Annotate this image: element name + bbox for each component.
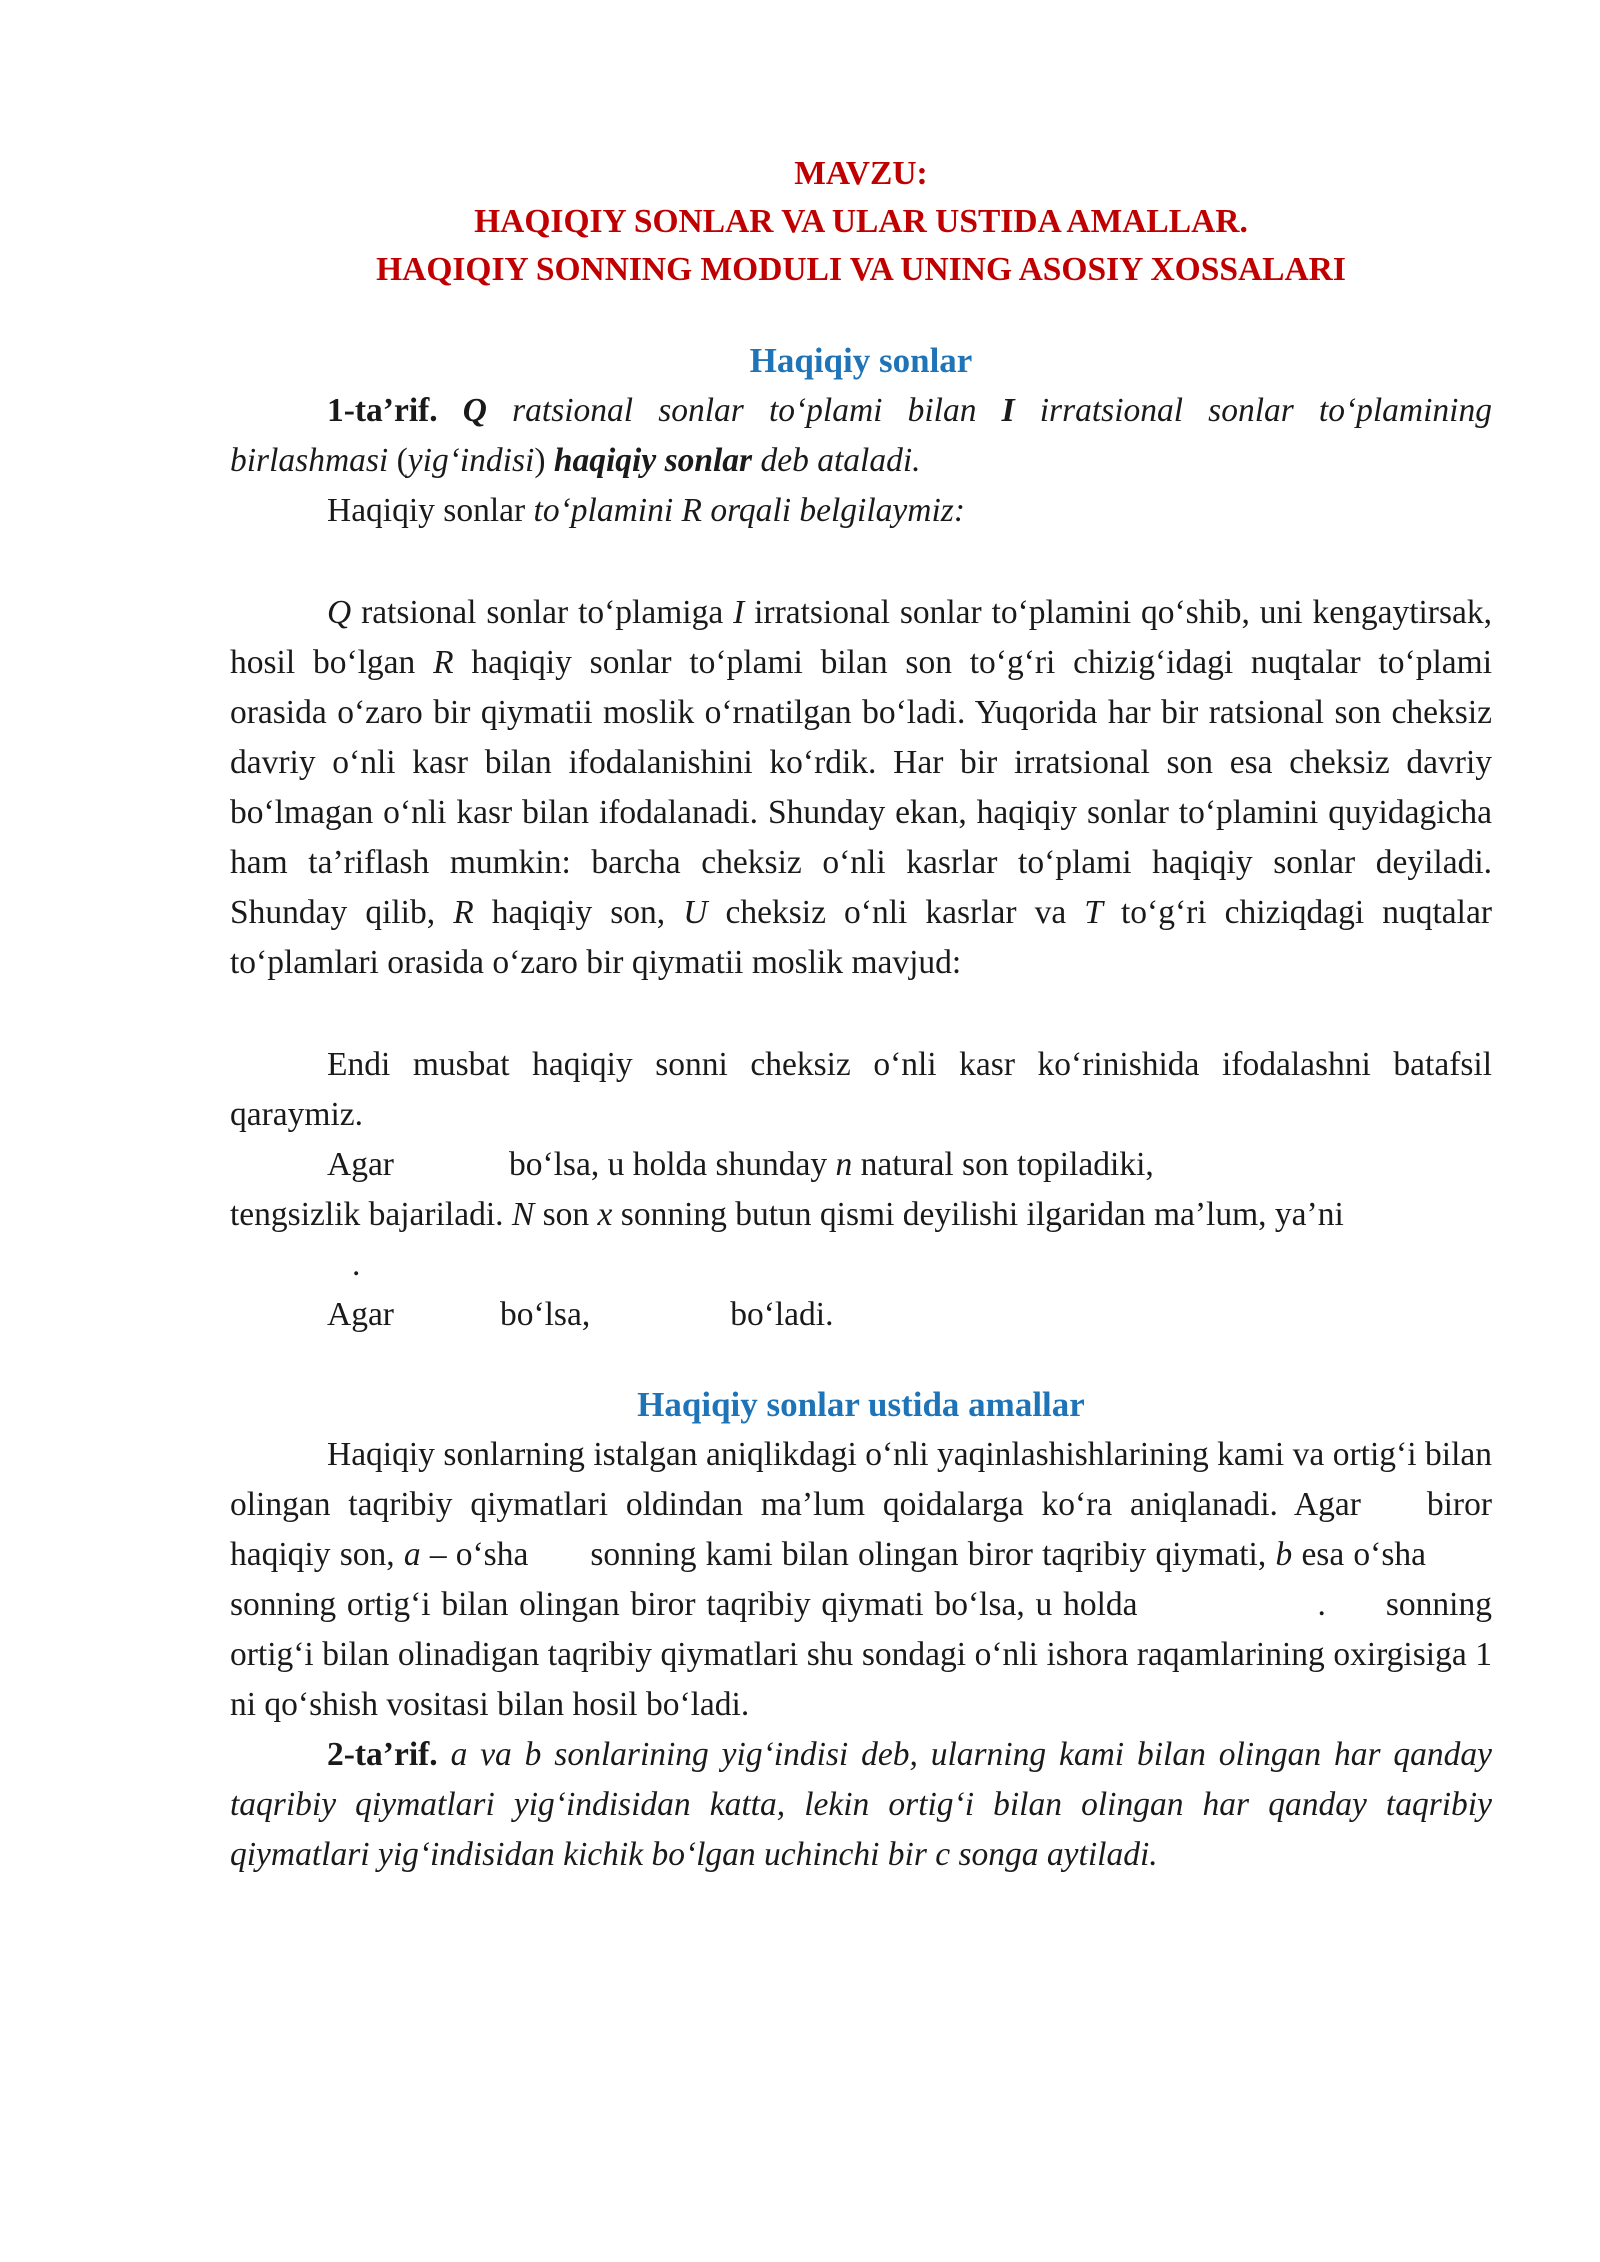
section-heading-haqiqiy-sonlar: Haqiqiy sonlar [749, 341, 973, 380]
section-heading-amallar: Haqiqiy sonlar ustida amallar [637, 1385, 1085, 1424]
defined-term: haqiqiy sonlar [553, 442, 753, 479]
definition-1-label: 1-ta’rif. [327, 392, 438, 429]
definition-1: 1-ta’rif. Q ratsional sonlar to‘plami bilan I irratsional sonlar to‘plamining birlashmasi (yig‘indisi) haqiqiy sonlar deb ataladi. [230, 392, 1492, 479]
document-title [230, 150, 1492, 294]
document-page [230, 150, 1492, 1880]
definition-2-label: 2-ta’rif. [327, 1736, 438, 1773]
paragraph-positive-real: Endi musbat haqiqiy sonni cheksiz o‘nli kasr ko‘rinishida ifodalashni batafsil qaraymiz. [230, 1046, 1492, 1133]
paragraph-agar-1: Agar bo‘lsa, u holda shunday n natural son topiladiki, [327, 1146, 1154, 1183]
title-line-1: MAVZU: [794, 155, 928, 192]
title-line-3: HAQIQIY SONNING MODULI VA UNING ASOSIY XOSSALARI [376, 251, 1346, 288]
title-line-2: HAQIQIY SONLAR VA ULAR USTIDA AMALLAR. [474, 203, 1248, 240]
formula-dot-line: . [352, 1246, 361, 1283]
paragraph-extension: Q ratsional sonlar to‘plamiga I irratsional sonlar to‘plamini qo‘shib, uni kengaytirsak, hosil bo‘lgan R haqiqiy sonlar to‘plami bilan son to‘g‘ri chizig‘idagi nuqtalar to‘plami orasida o‘zaro bir qiymatii moslik o‘rnatilgan bo‘ladi. Yuqorida har bir ratsional son cheksiz davriy o‘nli kasr bilan ifodalanishini ko‘rdik. Har bir irratsional son esa cheksiz davriy bo‘lmagan o‘nli kasr bilan ifodalanadi. Shunday ekan, haqiqiy sonlar to‘plamini quyidagicha ham ta’riflash mumkin: barcha cheksiz o‘nli kasrlar to‘plami haqiqiy sonlar deyiladi. Shunday qilib, R haqiqiy son, U cheksiz o‘nli kasrlar va T to‘g‘ri chiziqdagi nuqtalar to‘plamlari orasida o‘zaro bir qiymatii moslik mavjud: [230, 594, 1493, 981]
notation-line: Haqiqiy sonlar to‘plamini R orqali belgilaymiz: [327, 492, 965, 529]
paragraph-inequality: tengsizlik bajariladi. N son x sonning butun qismi deyilishi ilgaridan ma’lum, ya’ni [230, 1196, 1344, 1233]
definition-2: 2-ta’rif. a va b sonlarining yig‘indisi deb, ularning kami bilan olingan har qanday taqribiy qiymatlari yig‘indisidan katta, lekin ortig‘i bilan olingan har qanday taqribiy qiymatlari yig‘indisidan kichik bo‘lgan uchinchi bir c songa aytiladi. [230, 1736, 1492, 1873]
paragraph-approximations: Haqiqiy sonlarning istalgan aniqlikdagi o‘nli yaqinlashishlarining kami va ortig‘i bilan olingan taqribiy qiymatlari oldindan ma’lum qoidalarga ko‘ra aniqlanadi. Agar biror haqiqiy son, a – o‘sha sonning kami bilan olingan biror taqribiy qiymati, b esa o‘shasonning ortig‘i bilan olingan biror taqribiy qiymati bo‘lsa, u holda . sonning ortig‘i bilan olinadigan taqribiy qiymatlari shu sondagi o‘nli ishora raqamlarining oxirgisiga 1 ni qo‘shish vositasi bilan hosil bo‘ladi. [230, 1436, 1492, 1723]
paragraph-agar-2: Agar bo‘lsa, bo‘ladi. [327, 1296, 834, 1333]
formula-placeholder-2 [230, 988, 1492, 1040]
formula-placeholder-1 [230, 536, 1492, 588]
